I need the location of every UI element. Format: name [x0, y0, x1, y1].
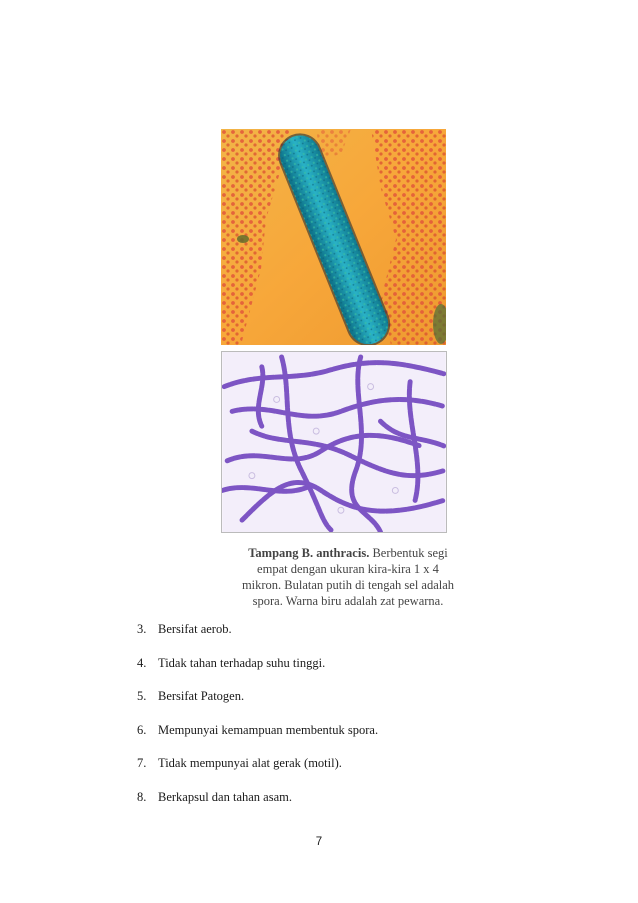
caption-text: Berbentuk segi empat dengan ukuran kira-kira 1 x 4 mikron. Bulatan putih di tengah sel adalah spora. Warna biru adalah zat pewarna. — [241, 546, 455, 608]
figure-caption — [236, 545, 460, 609]
list-number: 4. — [137, 655, 147, 670]
list-number: 7. — [137, 756, 147, 770]
list-number: 5. — [137, 689, 147, 703]
list-number: 3. — [137, 622, 147, 636]
list-text: Tidak mempunyai alat gerak (motil). — [158, 756, 342, 770]
caption-lead: Tampang B. anthracis. — [248, 546, 370, 560]
list-text: Berkapsul dan tahan asam. — [158, 789, 292, 804]
bacillus-micrograph-image — [221, 129, 446, 345]
list-text: Bersifat Patogen. — [158, 689, 245, 703]
list-number: 6. — [137, 722, 147, 737]
page-number: 7 — [315, 836, 323, 848]
list-text: Mempunyai kemampuan membentuk spora. — [158, 722, 379, 737]
list-number: 8. — [137, 789, 147, 804]
bacillus-chain-stain-image — [221, 351, 447, 533]
list-text: Bersifat aerob. — [158, 622, 232, 636]
list-text: Tidak tahan terhadap suhu tinggi. — [158, 655, 326, 670]
